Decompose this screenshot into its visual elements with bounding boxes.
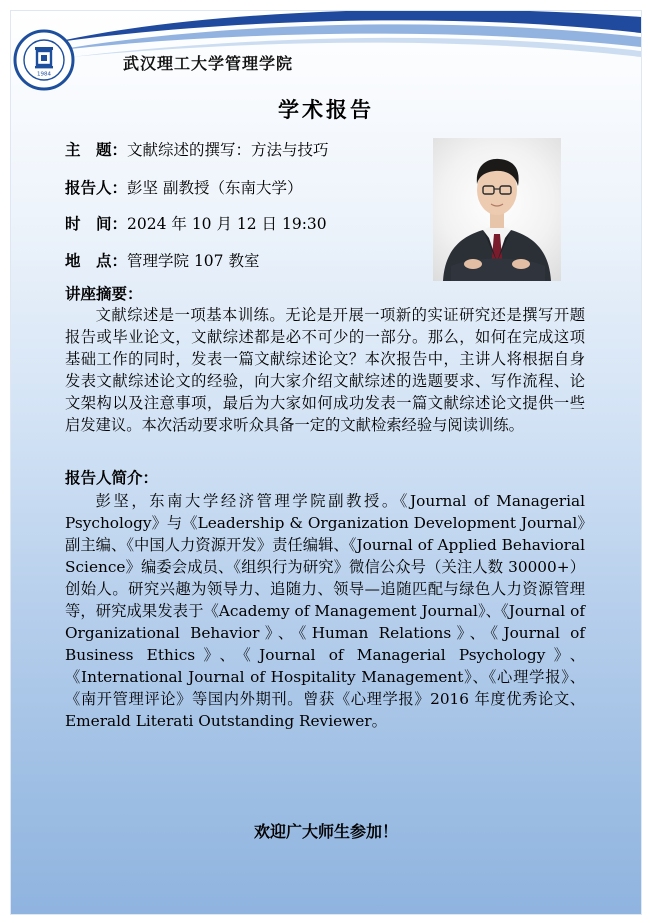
place-value: 管理学院 107 教室 — [127, 252, 260, 270]
time-value: 2024 年 10 月 12 日 19:30 — [127, 215, 327, 233]
logo-year: 1984 — [37, 71, 51, 78]
speaker-portrait-image — [433, 138, 561, 281]
poster-title: 学术报告 — [278, 98, 374, 122]
topic-label: 主 题： — [65, 141, 128, 159]
school-name: 武汉理工大学管理学院 — [123, 54, 294, 73]
bio-text: 彭坚，东南大学经济管理学院副教授。《Journal of Managerial Psychology》与《Leadership & Organization Development Journal》副主编、《中国人力资源开发》责任编辑、《Journal of Applied Behavioral Science》编委会成员、《组织行为研究》微信公众号（关注人数 30000+）创始人。研究兴趣为领导力、追随力、领导—追随匹配与绿色人力资源管理等，研究成果发表于《Academy of Management Journal》、《Journal of Organizational Behavior》、《Human Relations》、《Journal of Business Ethics》、《Journal of Managerial Psychology》、《International Journal of Hospitality Management》、《心理学报》、《南开管理评论》等国内外期刊。曾获《心理学报》2016 年度优秀论文、Emerald Literati Outstanding Reviewer。 — [65, 492, 585, 730]
topic-row — [65, 138, 329, 160]
speaker-photo — [433, 138, 561, 281]
welcome-text: 欢迎广大师生参加！ — [253, 822, 398, 841]
speaker-value: 彭坚 副教授（东南大学） — [127, 179, 303, 197]
bio-heading: 报告人简介： — [65, 469, 159, 487]
place-label: 地 点： — [65, 252, 128, 270]
topic-value: 文献综述的撰写：方法与技巧 — [127, 141, 329, 159]
place-row — [65, 249, 259, 271]
poster — [10, 10, 642, 915]
time-row — [65, 212, 327, 234]
speaker-label: 报告人： — [65, 179, 128, 197]
abstract-text: 文献综述是一项基本训练。无论是开展一项新的实证研究还是撰写开题报告或毕业论文，文献综述都是必不可少的一部分。那么，如何在完成这项基础工作的同时，发表一篇文献综述论文？本次报告中，主讲人将根据自身发表文献综述论文的经验，向大家介绍文献综述的选题要求、写作流程、论文架构以及注意事项，最后为大家如何成功发表一篇文献综述论文提供一些启发建议。本次活动要求听众具备一定的文献检索经验与阅读训练。 — [65, 306, 585, 434]
university-logo — [13, 29, 75, 91]
speaker-row — [65, 176, 302, 198]
abstract-heading: 讲座摘要： — [65, 285, 143, 303]
header-swoosh — [11, 11, 641, 101]
time-label: 时 间： — [65, 215, 128, 233]
